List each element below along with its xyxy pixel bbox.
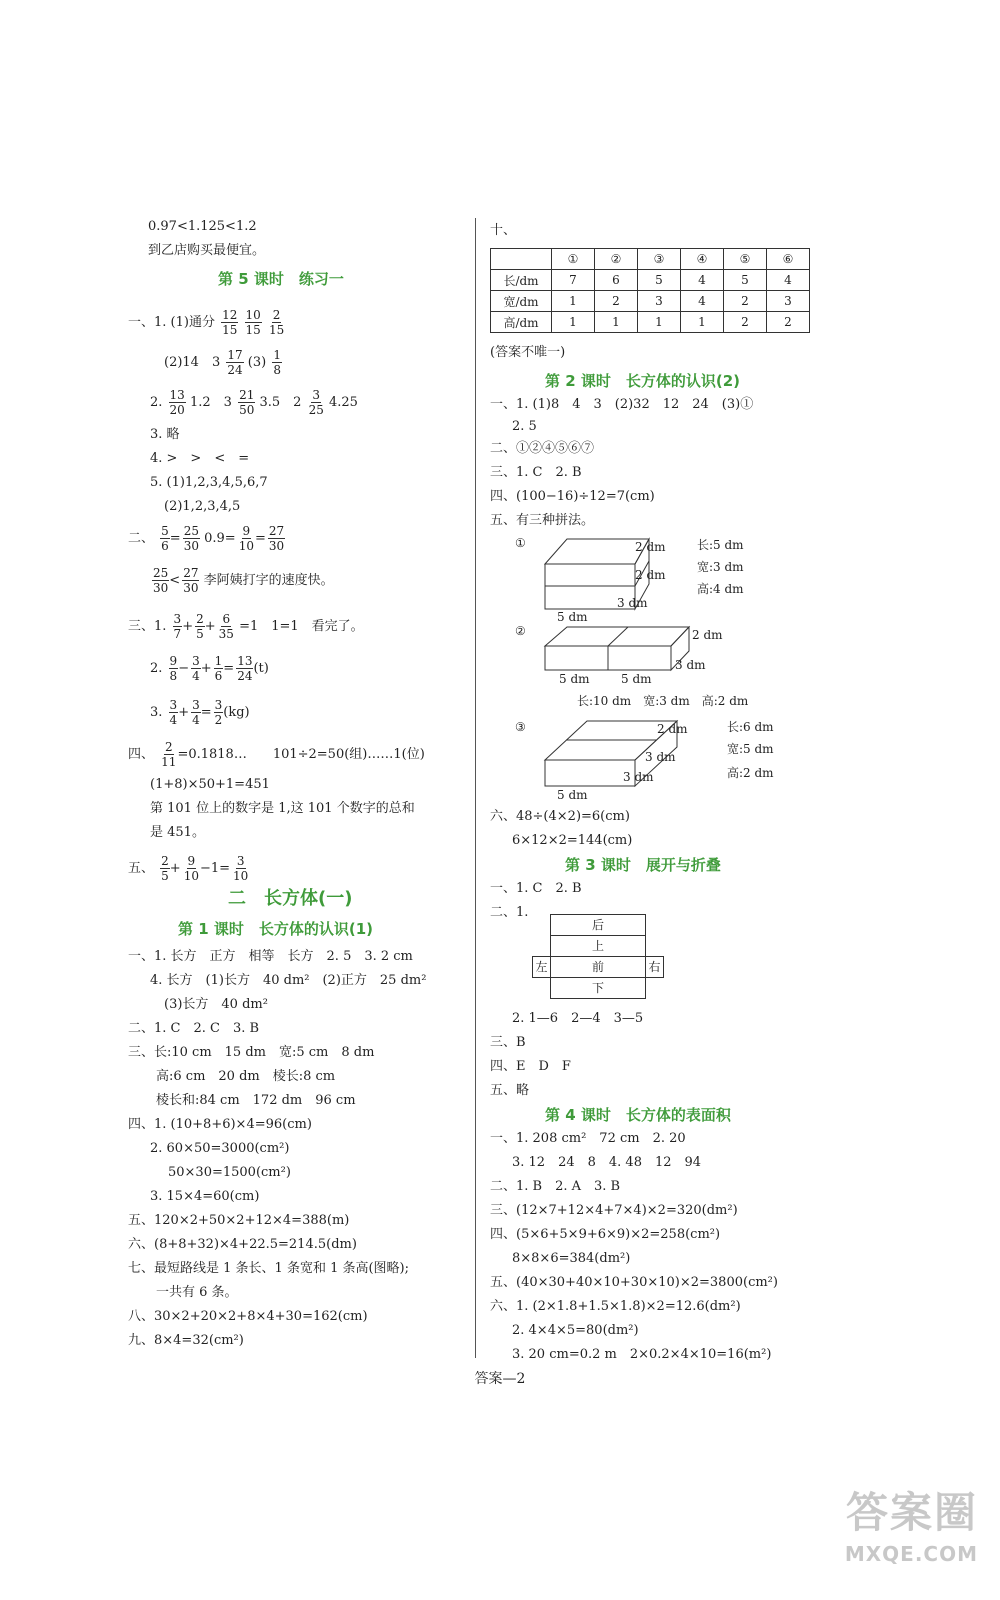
note: (答案不唯一) <box>490 345 566 360</box>
answer-line: 六、(8+8+32)×4+22.5=214.5(dm) <box>128 1237 357 1252</box>
table-cell: 长/dm <box>491 270 552 291</box>
section-heading: 第 2 课时 长方体的认识(2) <box>545 372 741 390</box>
question-number: 十、 <box>490 223 517 238</box>
chapter-title: 二 长方体(一) <box>228 888 353 909</box>
table-cell: ③ <box>638 249 681 270</box>
table-cell: 2 <box>595 291 638 312</box>
answer-line: 二、 $\frac{5}{6}$ = $\frac{25}{30}$ 0.9= $\frac{9}{10}$ = $\frac{27}{30}$ <box>128 524 285 553</box>
table-cell: ② <box>595 249 638 270</box>
answer-line: 8×8×6=384(dm²) <box>512 1251 631 1266</box>
answer-line: 一、1. 长方 正方 相等 长方 2. 5 3. 2 cm <box>128 949 413 964</box>
fraction: $\frac{3}{2}$ <box>214 698 223 727</box>
net-face-front: 前 <box>550 956 646 978</box>
answer-line: 50×30=1500(cm²) <box>168 1165 291 1180</box>
answer-line: 三、1. C 2. B <box>490 465 582 480</box>
answer-line: 九、8×4=32(cm²) <box>128 1333 244 1348</box>
fraction: $\frac{2}{11}$ <box>161 740 177 769</box>
fraction: $\frac{1}{6}$ <box>214 654 223 683</box>
answer-line: (3)长方 40 dm² <box>164 997 268 1012</box>
answer-line: 二、1. <box>490 905 529 920</box>
fraction: $\frac{10}{15}$ <box>245 308 261 337</box>
answer-line: 五、120×2+50×2+12×4=388(m) <box>128 1213 350 1228</box>
fraction: $\frac{3}{4}$ <box>192 654 200 683</box>
answer-line: 八、30×2+20×2+8×4+30=162(cm) <box>128 1309 368 1324</box>
answer-line: 2. 4×4×5=80(dm²) <box>512 1323 639 1338</box>
section-heading: 第 5 课时 练习一 <box>218 270 344 288</box>
answer-line: 2. $\frac{13}{20}$ 1.2 3 $\frac{21}{50}$ 3.5 2 $\frac{3}{25}$ 4.25 <box>150 388 358 417</box>
fraction: $\frac{3}{4}$ <box>169 698 178 727</box>
fraction: $\frac{2}{15}$ <box>268 308 285 337</box>
answer-line: (1+8)×50+1=451 <box>150 777 270 792</box>
text-line: 0.97<1.125<1.2 <box>148 219 257 234</box>
cube-net <box>532 914 668 998</box>
answer-line: 3. 15×4=60(cm) <box>150 1189 260 1204</box>
answer-line: 三、(12×7+12×4+7×4)×2=320(dm²) <box>490 1203 738 1218</box>
answer-line: 二、1. C 2. C 3. B <box>128 1021 260 1036</box>
section-heading: 第 1 课时 长方体的认识(1) <box>178 920 374 938</box>
fraction: $\frac{25}{30}$ <box>153 566 169 595</box>
table-cell: 6 <box>595 270 638 291</box>
net-face-top: 上 <box>550 935 646 957</box>
table-cell: 1 <box>552 291 595 312</box>
answer-line: 五、有三种拼法。 <box>490 513 595 528</box>
table-cell: 3 <box>638 291 681 312</box>
fraction: $\frac{27}{30}$ <box>268 524 285 553</box>
answer-line: 3. $\frac{3}{4}$ + $\frac{3}{4}$ = $\frac{3}{2}$ (kg) <box>150 698 250 727</box>
fraction: $\frac{25}{30}$ <box>183 524 199 553</box>
net-face-bottom: 下 <box>550 977 646 999</box>
answer-line: 三、1. $\frac{3}{7}$ + $\frac{2}{5}$ + $\frac{6}{35}$ =1 1=1 看完了。 <box>128 612 364 641</box>
fraction: $\frac{2}{5}$ <box>196 612 204 641</box>
fraction: $\frac{9}{10}$ <box>183 854 199 883</box>
net-face-back: 后 <box>550 914 646 936</box>
fraction: $\frac{12}{15}$ <box>222 308 238 337</box>
answer-line: 二、1. B 2. A 3. B <box>490 1179 621 1194</box>
table-cell: 4 <box>767 270 810 291</box>
fraction: $\frac{9}{8}$ <box>169 654 178 683</box>
fraction: $\frac{1}{8}$ <box>273 348 281 377</box>
dimension-table <box>490 248 810 333</box>
answer-line: (2)1,2,3,4,5 <box>164 499 241 514</box>
answer-line: 一共有 6 条。 <box>156 1285 238 1300</box>
table-cell: 3 <box>767 291 810 312</box>
fraction: $\frac{3}{25}$ <box>308 388 324 417</box>
answer-line: 四、 $\frac{2}{11}$ =0.1818… 101÷2=50(组)……1(位) <box>128 740 425 769</box>
answer-line: 高:6 cm 20 dm 棱长:8 cm <box>156 1069 336 1084</box>
answer-line: 3. 略 <box>150 427 180 442</box>
table-cell: 5 <box>724 270 767 291</box>
answer-line: 一、1. 208 cm² 72 cm 2. 20 <box>490 1131 686 1146</box>
answer-line: 3. 12 24 8 4. 48 12 94 <box>512 1155 702 1170</box>
table-cell: 2 <box>724 291 767 312</box>
answer-line: 五、略 <box>490 1083 530 1098</box>
answer-line: 六、1. (2×1.8+1.5×1.8)×2=12.6(dm²) <box>490 1299 741 1314</box>
section-heading: 第 3 课时 展开与折叠 <box>565 856 721 874</box>
answer-line: 四、(100−16)÷12=7(cm) <box>490 489 655 504</box>
fraction: $\frac{3}{7}$ <box>173 612 182 641</box>
table-cell: 5 <box>638 270 681 291</box>
table-cell: 1 <box>638 312 681 333</box>
answer-line: 六、48÷(4×2)=6(cm) <box>490 809 630 824</box>
answer-line: 五、(40×30+40×10+30×10)×2=3800(cm²) <box>490 1275 778 1290</box>
section-heading: 第 4 课时 长方体的表面积 <box>545 1106 731 1124</box>
column-divider <box>475 218 476 1358</box>
table-cell: 7 <box>552 270 595 291</box>
answer-line: 2. 1—6 2—4 3—5 <box>512 1011 644 1026</box>
answer-line: 第 101 位上的数字是 1,这 101 个数字的总和 <box>150 801 415 816</box>
answer-line: 七、最短路线是 1 条长、1 条宽和 1 条高(图略); <box>128 1261 409 1276</box>
answer-line: 4. 长方 (1)长方 40 dm² (2)正方 25 dm² <box>150 973 427 988</box>
net-face-left: 左 <box>532 956 551 978</box>
answer-line: 5. (1)1,2,3,4,5,6,7 <box>150 475 268 490</box>
table-cell: 4 <box>681 270 724 291</box>
answer-line: 2. 5 <box>512 419 537 434</box>
table-cell: 2 <box>724 312 767 333</box>
table-cell: ⑤ <box>724 249 767 270</box>
table-cell: 1 <box>595 312 638 333</box>
answer-line: 一、1. (1)通分 $\frac{12}{15}$ $\frac{10}{15}$ $\frac{2}{15}$ <box>128 308 285 337</box>
table-cell: 4 <box>681 291 724 312</box>
fraction: $\frac{27}{30}$ <box>183 566 199 595</box>
net-face-right: 右 <box>645 956 664 978</box>
cuboid-drawing <box>542 624 692 674</box>
fraction: $\frac{21}{50}$ <box>239 388 255 417</box>
answer-line: $\frac{25}{30}$ < $\frac{27}{30}$ 李阿姨打字的速度快。 <box>153 566 334 595</box>
table-cell: ⑥ <box>767 249 810 270</box>
fraction: $\frac{5}{6}$ <box>161 524 169 553</box>
answer-line: 一、1. C 2. B <box>490 881 582 896</box>
table-row <box>491 291 810 312</box>
table-cell: 高/dm <box>491 312 552 333</box>
answer-line: 2. $\frac{9}{8}$ − $\frac{3}{4}$ + $\frac{1}{6}$ = $\frac{13}{24}$ (t) <box>150 654 269 683</box>
page-number: 答案—2 <box>474 1371 526 1387</box>
table-cell: ① <box>552 249 595 270</box>
table-cell: 宽/dm <box>491 291 552 312</box>
answer-line: (2)14 3 $\frac{17}{24}$ (3) $\frac{1}{8}$ <box>164 348 281 377</box>
answer-line: 三、长:10 cm 15 dm 宽:5 cm 8 dm <box>128 1045 375 1060</box>
table-cell: ④ <box>681 249 724 270</box>
answer-line: 2. 60×50=3000(cm²) <box>150 1141 290 1156</box>
table-row <box>491 312 810 333</box>
answer-line: 四、1. (10+8+6)×4=96(cm) <box>128 1117 312 1132</box>
text-line: 到乙店购买最便宜。 <box>148 243 266 258</box>
answer-line: 3. 20 cm=0.2 m 2×0.2×4×10=16(m²) <box>512 1347 772 1362</box>
answer-line: 是 451。 <box>150 825 205 840</box>
answer-line: 一、1. (1)8 4 3 (2)32 12 24 (3)① <box>490 397 754 412</box>
table-row <box>491 270 810 291</box>
table-cell: 1 <box>681 312 724 333</box>
fraction: $\frac{9}{10}$ <box>238 524 254 553</box>
fraction: $\frac{17}{24}$ <box>227 348 243 377</box>
fraction: $\frac{6}{35}$ <box>218 612 234 641</box>
fraction: $\frac{13}{24}$ <box>237 654 253 683</box>
table-cell: 1 <box>552 312 595 333</box>
answer-line: 四、(5×6+5×9+6×9)×2=258(cm²) <box>490 1227 721 1242</box>
fraction: $\frac{13}{20}$ <box>169 388 185 417</box>
answer-line: 4. > > < = <box>150 451 250 466</box>
answer-line: 四、E D F <box>490 1059 571 1074</box>
answer-line: 三、B <box>490 1035 526 1050</box>
answer-line: 二、①②④⑤⑥⑦ <box>490 441 595 456</box>
answer-line: 棱长和:84 cm 172 dm 96 cm <box>156 1093 356 1108</box>
fraction: $\frac{3}{4}$ <box>192 698 200 727</box>
answer-line: 五、 $\frac{2}{5}$ + $\frac{9}{10}$ −1= $\frac{3}{10}$ <box>128 854 249 883</box>
table-cell <box>491 249 552 270</box>
fraction: $\frac{2}{5}$ <box>161 854 169 883</box>
table-row <box>491 249 810 270</box>
table-cell: 2 <box>767 312 810 333</box>
watermark-logo: 答案圈 MXQE.COM <box>844 1488 978 1566</box>
fraction: $\frac{3}{10}$ <box>233 854 249 883</box>
answer-line: 6×12×2=144(cm) <box>512 833 633 848</box>
